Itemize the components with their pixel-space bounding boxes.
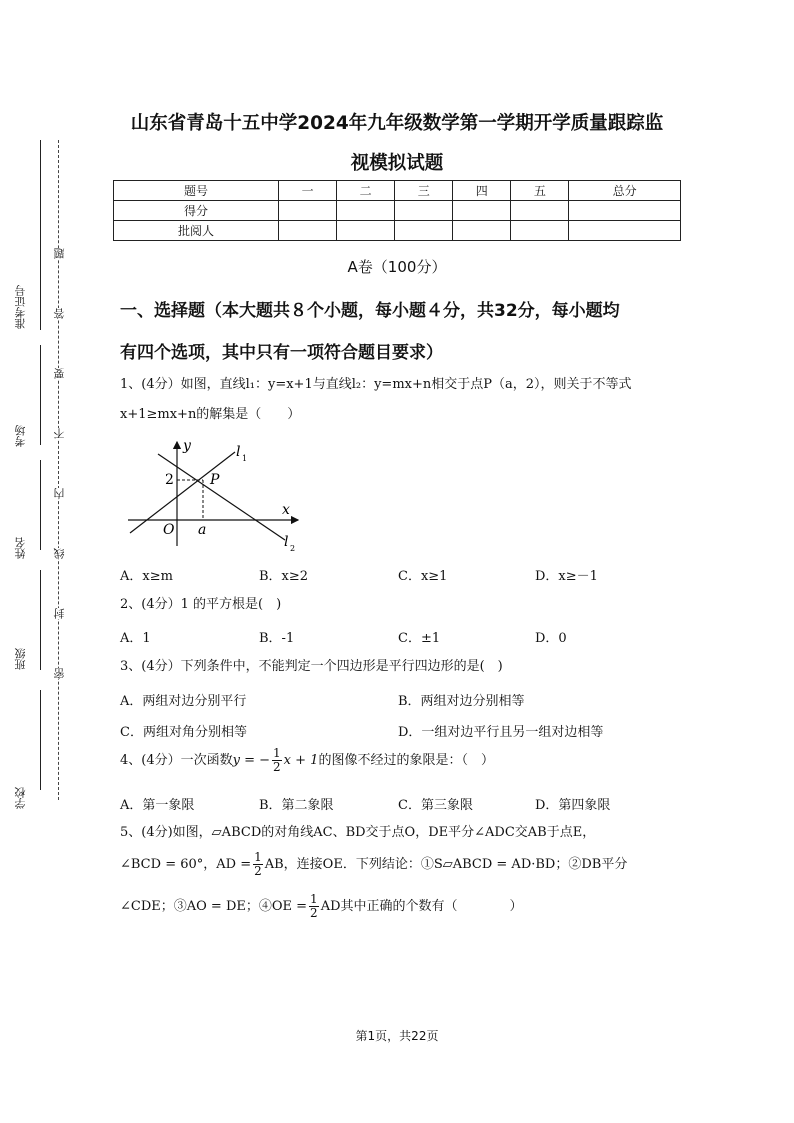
table-cell: 批阅人 — [114, 221, 279, 241]
question-3: 3、(4分）下列条件中，不能判定一个四边形是平行四边形的是( ) — [120, 659, 503, 674]
q4-fraction — [272, 747, 282, 774]
table-cell: 得分 — [114, 201, 279, 221]
q2-option-c[interactable]: C．±1 — [398, 631, 441, 646]
q4-expr-after: x + 1 — [283, 753, 319, 768]
class-label: 班级 — [14, 648, 27, 670]
table-cell — [395, 201, 453, 221]
seal-char: 封 — [53, 608, 66, 619]
q1-option-c[interactable]: C．x≥1 — [398, 569, 448, 584]
question-1-line2: x+1≥mx+n的解集是（ ） — [120, 407, 301, 422]
seal-char: 题 — [53, 248, 66, 259]
q5-line2-b: AB，连接OE．下列结论：①S▱ABCD = AD·BD；②DB平分 — [264, 857, 628, 872]
name-label: 姓名 — [14, 537, 27, 559]
table-cell: 二 — [337, 181, 395, 201]
l2-subscript: 2 — [290, 544, 296, 553]
binding-line — [40, 345, 41, 445]
q5-line3-frac-den: 2 — [310, 906, 318, 920]
table-row — [114, 221, 681, 241]
seal-char: 要 — [53, 368, 66, 379]
q4-option-d[interactable]: D．第四象限 — [535, 798, 611, 813]
seal-char: 内 — [53, 488, 66, 499]
score-table — [113, 180, 681, 241]
q1-option-a[interactable]: A．x≥m — [120, 569, 173, 584]
table-cell: 四 — [453, 181, 511, 201]
seal-char: 线 — [53, 548, 66, 559]
question-2: 2、(4分）1 的平方根是( ) — [120, 597, 282, 612]
q4-option-a[interactable]: A．第一象限 — [120, 798, 195, 813]
question-4 — [120, 747, 494, 774]
exam-title-line1: 山东省青岛十五中学2024年九年级数学第一学期开学质量跟踪监 — [130, 113, 664, 134]
q5-line3-fraction — [309, 893, 319, 920]
table-cell — [511, 201, 569, 221]
seal-char: 不 — [53, 428, 66, 439]
exam-title-line2: 视模拟试题 — [350, 153, 444, 174]
y-label: y — [183, 438, 191, 454]
q5-line3-b: AD其中正确的个数有（ ） — [320, 899, 523, 914]
q4-option-c[interactable]: C．第三象限 — [398, 798, 473, 813]
table-cell: 一 — [279, 181, 337, 201]
table-cell: 五 — [511, 181, 569, 201]
q3-option-b[interactable]: B．两组对边分别相等 — [398, 694, 525, 709]
q4-prefix: 4、(4分）一次函数 — [120, 753, 233, 768]
q5-line2-frac-den: 2 — [254, 864, 262, 878]
binding-line — [40, 690, 41, 790]
seal-dashed-line — [58, 140, 59, 800]
seal-char: 密 — [53, 668, 66, 679]
page-footer: 第1页，共22页 — [355, 1029, 439, 1043]
table-row — [114, 181, 681, 201]
question-1-line1: 1、(4分）如图，直线l₁：y=x+1与直线l₂：y=mx+n相交于点P（a，2），则关于不等式 — [120, 377, 632, 392]
tick-2: 2 — [165, 472, 174, 488]
origin-label: O — [163, 522, 175, 538]
school-label: 学校 — [14, 787, 27, 809]
table-cell — [453, 201, 511, 221]
table-cell — [337, 221, 395, 241]
table-cell — [279, 221, 337, 241]
q2-option-b[interactable]: B．-1 — [259, 631, 295, 646]
q4-expr-before: y = − — [232, 753, 271, 768]
q2-option-d[interactable]: D．0 — [535, 631, 567, 646]
table-cell — [453, 221, 511, 241]
l1-subscript: 1 — [242, 454, 248, 463]
q1-option-d[interactable]: D．x≥－1 — [535, 569, 598, 584]
section-heading-line2: 有四个选项，其中只有一项符合题目要求） — [120, 343, 443, 363]
table-cell — [395, 221, 453, 241]
q3-option-a[interactable]: A．两组对边分别平行 — [120, 694, 247, 709]
q2-option-a[interactable]: A．1 — [120, 631, 151, 646]
exam-number-label: 准考证号 — [14, 285, 27, 329]
q5-line3-frac-num: 1 — [310, 892, 318, 906]
exam-room-label: 考场 — [14, 425, 27, 447]
q4-option-b[interactable]: B．第二象限 — [259, 798, 334, 813]
seal-char: 答 — [53, 308, 66, 319]
table-cell: 三 — [395, 181, 453, 201]
q5-line2-frac-num: 1 — [254, 850, 262, 864]
q4-frac-den: 2 — [273, 760, 281, 774]
table-cell — [279, 201, 337, 221]
table-row — [114, 201, 681, 221]
l2-label: l — [284, 534, 289, 550]
q5-line2-fraction — [253, 851, 263, 878]
line-l1 — [130, 452, 235, 533]
question-5-line1: 5、(4分)如图，▱ABCD的对角线AC、BD交于点O，DE平分∠ADC交AB于点E， — [120, 825, 596, 840]
question-5-line3 — [120, 893, 523, 920]
q1-option-b[interactable]: B．x≥2 — [259, 569, 309, 584]
q5-line2-a: ∠BCD = 60°，AD = — [120, 857, 252, 872]
table-cell: 总分 — [569, 181, 681, 201]
table-cell — [569, 201, 681, 221]
table-cell — [569, 221, 681, 241]
x-label: x — [282, 502, 290, 518]
binding-line — [40, 570, 41, 670]
section-heading-line1: 一、选择题（本大题共８个小题，每小题４分，共32分，每小题均 — [120, 301, 620, 321]
table-cell: 题号 — [114, 181, 279, 201]
q1-graph — [120, 436, 305, 556]
question-5-line2 — [120, 851, 627, 878]
q4-frac-num: 1 — [273, 746, 281, 760]
binding-line — [40, 460, 41, 550]
table-cell — [337, 201, 395, 221]
q3-option-c[interactable]: C．两组对角分别相等 — [120, 725, 247, 740]
table-cell — [511, 221, 569, 241]
point-p-label: P — [210, 472, 220, 488]
q4-suffix: 的图像不经过的象限是：（ ） — [318, 753, 494, 768]
a-label: a — [198, 522, 207, 538]
l1-label: l — [236, 444, 241, 460]
q3-option-d[interactable]: D．一组对边平行且另一组对边相等 — [398, 725, 604, 740]
volume-label: A卷（100分） — [347, 258, 447, 276]
q5-line3-a: ∠CDE；③AO = DE；④OE = — [120, 899, 308, 914]
